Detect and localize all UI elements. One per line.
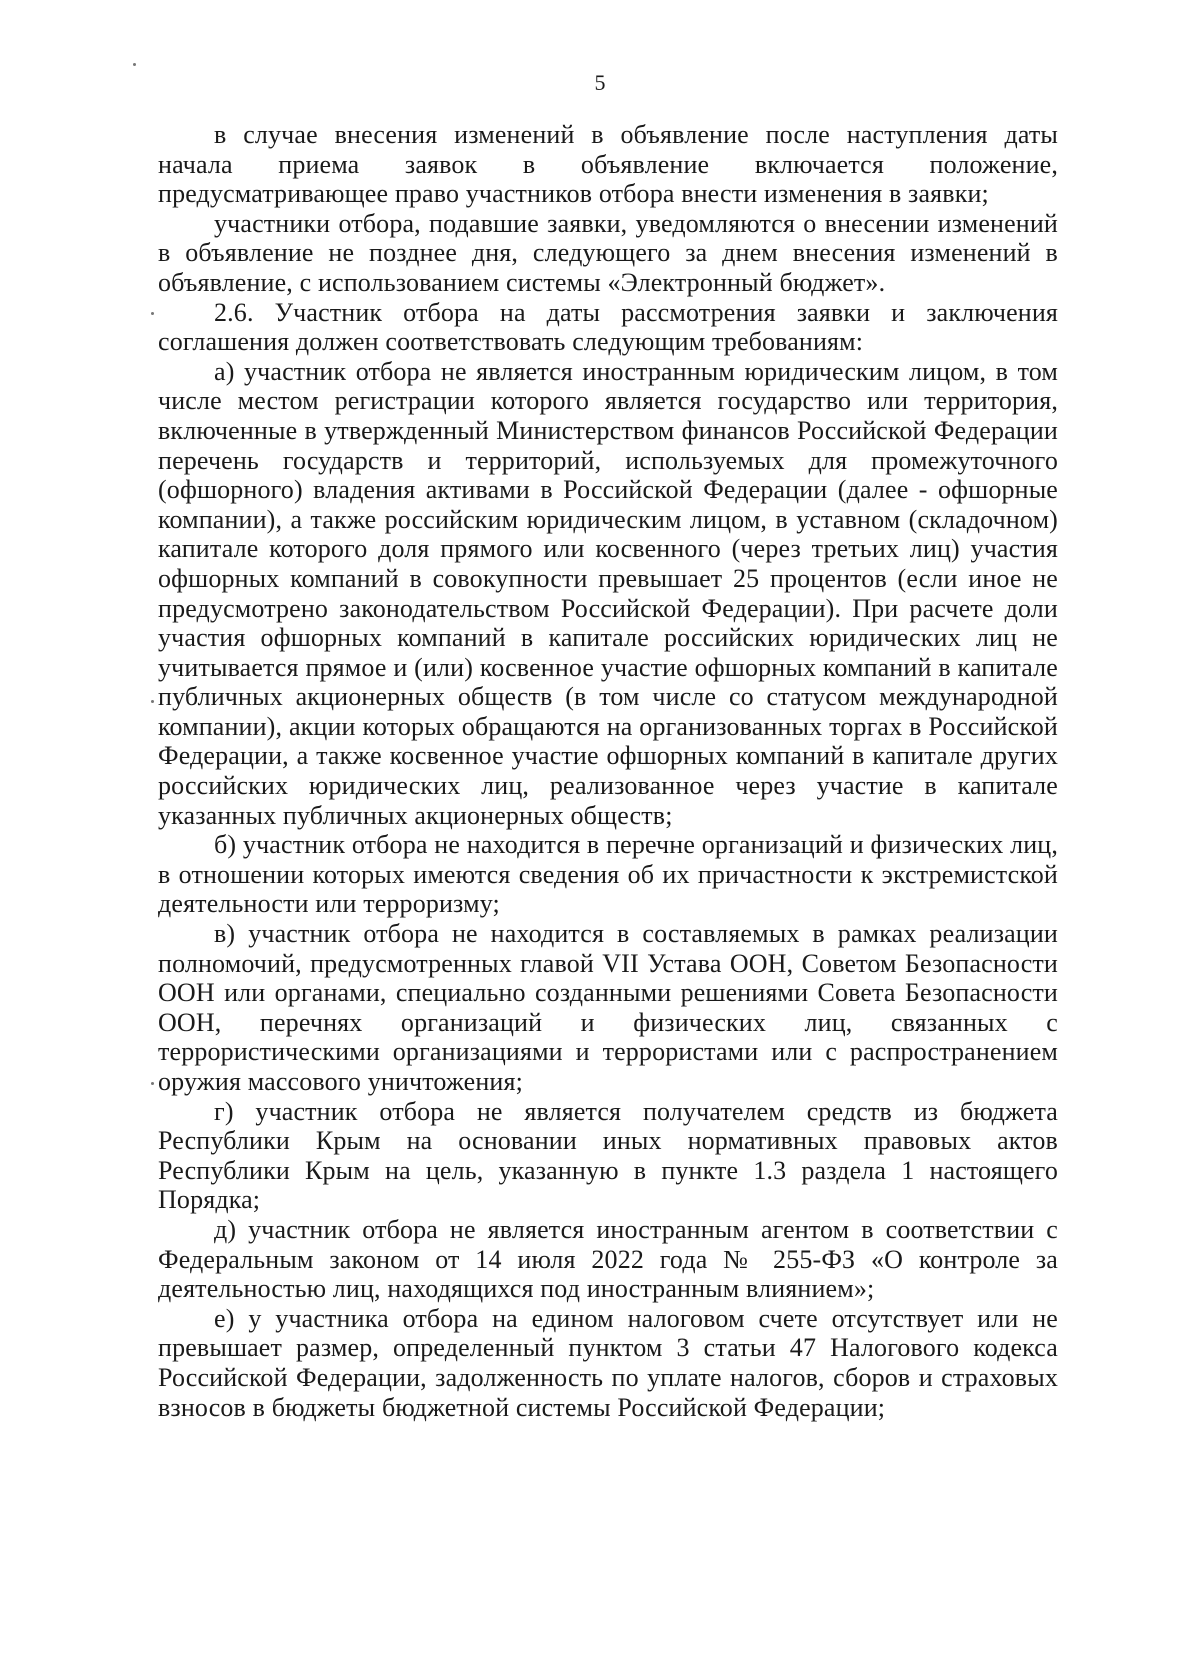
- paragraph-item-a: а) участник отбора не является иностранным юридическим лицом, в том числе местом регистрации которого является государство или территория, включенные в утвержденный Министерством финансов Российской Федерации перечень государств и территорий, используемых для промежуточного (офшорного) владения активами в Российской Федерации (далее - офшорные компании), а также российским юридическим лицом, в уставном (складочном) капитале которого доля прямого или косвенного (через третьих лиц) участия офшорных компаний в совокупности превышает 25 процентов (если иное не предусмотрено законодательством Российской Федерации). При расчете доли участия офшорных компаний в капитале российских юридических лиц не учитывается прямое и (или) косвенное участие офшорных компаний в капитале публичных акционерных обществ (в том числе со статусом международной компании), акции которых обращаются на организованных торгах в Российской Федерации, а также косвенное участие офшорных компаний в капитале других российских юридических лиц, реализованное через участие в капитале указанных публичных акционерных обществ;: [158, 356, 1058, 830]
- paragraph-item-d: д) участник отбора не является иностранным агентом в соответствии с Федеральным законом от 14 июля 2022 года № 255-ФЗ «О контроле за деятельностью лиц, находящихся под иностранным влиянием»;: [158, 1214, 1058, 1304]
- paragraph-item-b: б) участник отбора не находится в перечне организаций и физических лиц, в отношении которых имеются сведения об их причастности к экстремистской деятельности или терроризму;: [158, 830, 1058, 919]
- paragraph-amendments-after-start: в случае внесения изменений в объявление после наступления даты начала приема заявок в объявление включается положение, предусматривающее право участников отбора внести изменения в заявки;: [158, 120, 1058, 209]
- paragraph-item-g: г) участник отбора не является получателем средств из бюджета Республики Крым на основании иных нормативных правовых актов Республики Крым на цель, указанную в пункте 1.3 раздела 1 настоящего Порядка;: [158, 1096, 1058, 1215]
- page-number: 5: [594, 70, 606, 95]
- scan-speck: [151, 700, 154, 703]
- document-body: [158, 120, 1058, 1422]
- paragraph-section-2-6: 2.6. Участник отбора на даты рассмотрения заявки и заключения соглашения должен соответствовать следующим требованиям:: [158, 297, 1058, 357]
- scan-speck: [151, 312, 154, 315]
- paragraph-participant-notification: участники отбора, подавшие заявки, уведомляются о внесении изменений в объявление не позднее дня, следующего за днем внесения изменений в объявление, с использованием системы «Электронный бюджет».: [158, 208, 1058, 297]
- scan-speck: [151, 1082, 154, 1085]
- paragraph-item-v: в) участник отбора не находится в составляемых в рамках реализации полномочий, предусмотренных главой VII Устава ООН, Советом Безопасности ООН или органами, специально созданными решениями Совета Безопасности ООН, перечнях организаций и физических лиц, связанных с террористическими организациями и террористами или с распространением оружия массового уничтожения;: [158, 919, 1058, 1096]
- scan-speck: [133, 63, 136, 66]
- paragraph-item-e: е) у участника отбора на едином налоговом счете отсутствует или не превышает размер, определенный пунктом 3 статьи 47 Налогового кодекса Российской Федерации, задолженность по уплате налогов, сборов и страховых взносов в бюджеты бюджетной системы Российской Федерации;: [158, 1303, 1058, 1422]
